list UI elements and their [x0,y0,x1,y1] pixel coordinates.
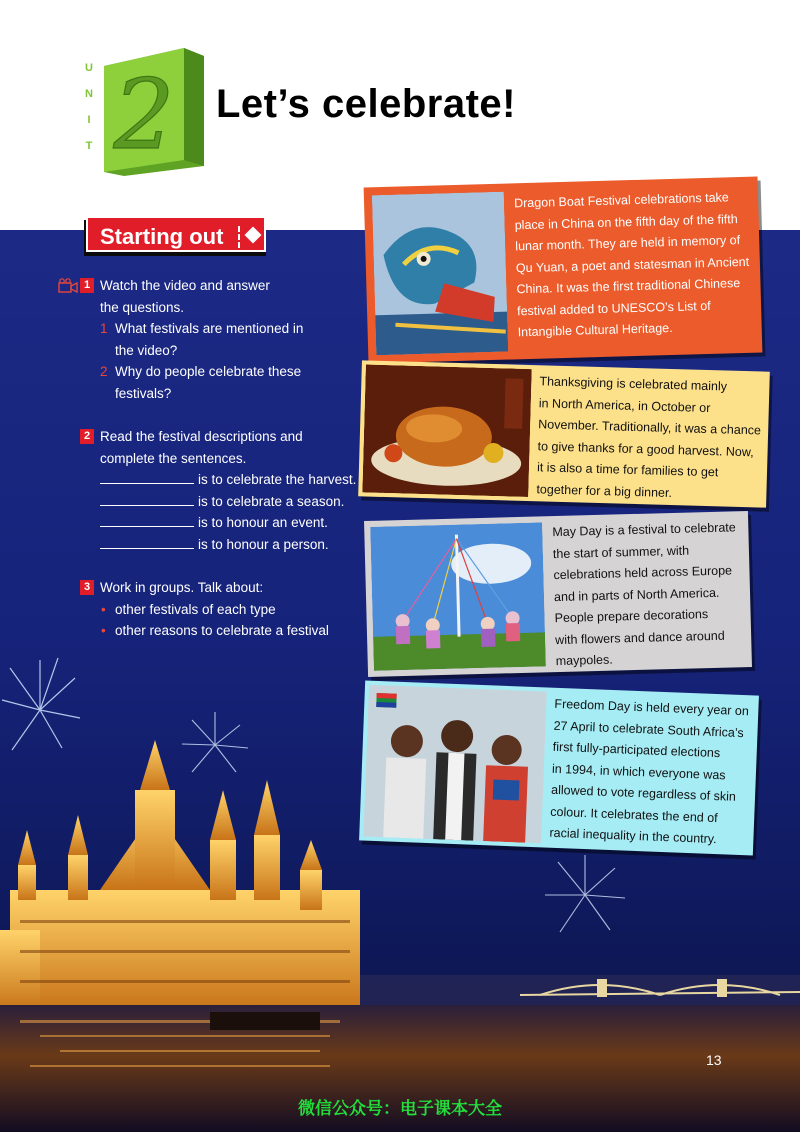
card-line: in 1994, in which everyone was [551,761,726,782]
card-line: colour. It celebrates the end of [550,804,718,825]
card-text [552,517,748,672]
banner-separator [238,226,242,248]
card-line: Thanksgiving is celebrated mainly [539,374,728,394]
task-3 [58,577,358,642]
diamond-icon [245,227,262,244]
card-line: Freedom Day is held every year on [554,696,750,719]
may-day-photo [370,522,546,670]
question-number: 1 [100,321,108,336]
card-line: allowed to vote regardless of skin [550,782,737,804]
bullet-item [100,599,358,621]
sentence-text: is to celebrate the harvest. [198,472,357,487]
sentence-item [100,469,358,491]
task-number: 2 [80,429,94,444]
card-line: Intangible Cultural Heritage. [517,320,673,340]
task-instruction: Watch the video and answer [100,278,270,293]
task-instruction: complete the sentences. [100,450,247,466]
task-number: 1 [80,278,94,293]
card-line: it is also a time for families to get [536,460,719,480]
unit-letter: N [85,88,93,100]
question-text: the video? [115,342,178,358]
card-line: together for a big dinner. [536,481,673,500]
question-text: festivals? [115,385,172,401]
bullet-icon: • [101,623,106,638]
freedom-day-photo [363,685,547,844]
card-line: to give thanks for a good harvest. Now, [537,438,754,459]
question-item [100,318,358,361]
sentence-item [100,534,358,556]
dragon-boat-card [364,177,763,364]
card-line: first fully-participated elections [552,739,721,761]
card-line: lunar month. They are held in memory of [515,233,741,254]
footer-text: 微信公众号：电子课本大全 [298,1099,502,1119]
card-line: celebrations held across Europe [553,563,733,583]
unit-number-block [104,48,204,176]
question-number: 2 [100,364,108,379]
question-text: Why do people celebrate these [115,364,302,379]
card-line: Qu Yuan, a poet and statesman in Ancient [515,254,750,275]
bullet-item [100,620,358,642]
card-line: racial inequality in the country. [549,825,717,847]
task-number: 3 [80,580,94,595]
firework-middle [182,712,248,772]
card-line: in North America, in October or [538,395,711,415]
task-2 [58,426,358,555]
video-camera-icon [58,278,78,293]
answer-blank[interactable] [100,512,194,527]
card-line: with flowers and dance around [555,628,725,647]
firework-right [545,855,625,932]
card-line: place in China on the fifth day of the fifth [514,211,738,232]
answer-blank[interactable] [100,491,194,506]
parliament-building [0,740,360,1010]
card-line: the start of summer, with [552,543,690,561]
banner-box [86,216,266,252]
unit-letter: U [85,62,93,74]
card-text [514,187,754,344]
card-text [536,371,766,506]
unit-letters [82,62,96,166]
bullet-text: other reasons to celebrate a festival [115,623,329,638]
thanksgiving-photo [362,364,532,497]
sentence-item [100,512,358,534]
task-instruction: the questions. [100,299,185,315]
unit-letter: T [85,140,93,152]
card-text [549,694,755,852]
card-line: People prepare decorations [554,607,709,626]
may-day-card [364,511,752,677]
card-line: May Day is a festival to celebrate [552,520,736,540]
freedom-day-card [359,680,759,855]
card-line: China. It was the first traditional Chinese [516,276,741,297]
boat [210,1012,320,1030]
card-line: November. Traditionally, it was a chance [538,417,762,438]
question-item [100,361,358,404]
task-instruction: Work in groups. Talk about: [100,580,264,595]
card-line: Dragon Boat Festival celebrations take [513,190,729,211]
sentence-item [100,491,358,513]
task-list [58,275,358,664]
question-text: What festivals are mentioned in [115,321,304,336]
card-line: festival added to UNESCO’s List of [516,298,711,318]
section-label: Starting out [100,224,224,249]
card-line: maypoles. [555,652,613,669]
task-1 [58,275,358,404]
thanksgiving-card [358,360,770,507]
bullet-text: other festivals of each type [115,601,276,617]
sentence-text: is to honour a person. [198,536,329,552]
unit-letter: I [87,114,91,126]
card-line: and in parts of North America. [553,585,720,604]
page-number: 13 [706,1052,722,1068]
bullet-icon: • [101,601,106,617]
starting-out-banner [80,214,270,254]
task-instruction: Read the festival descriptions and [100,429,303,444]
unit-number: 2 [113,59,175,171]
card-line: 27 April to celebrate South Africa’s [553,718,744,740]
firework-left [2,658,80,750]
sentence-text: is to celebrate a season. [198,493,345,509]
answer-blank[interactable] [100,469,194,484]
answer-blank[interactable] [100,534,194,549]
dragon-boat-photo [372,192,508,356]
unit-title: Let’s celebrate! [216,82,516,126]
sentence-text: is to honour an event. [198,515,328,530]
